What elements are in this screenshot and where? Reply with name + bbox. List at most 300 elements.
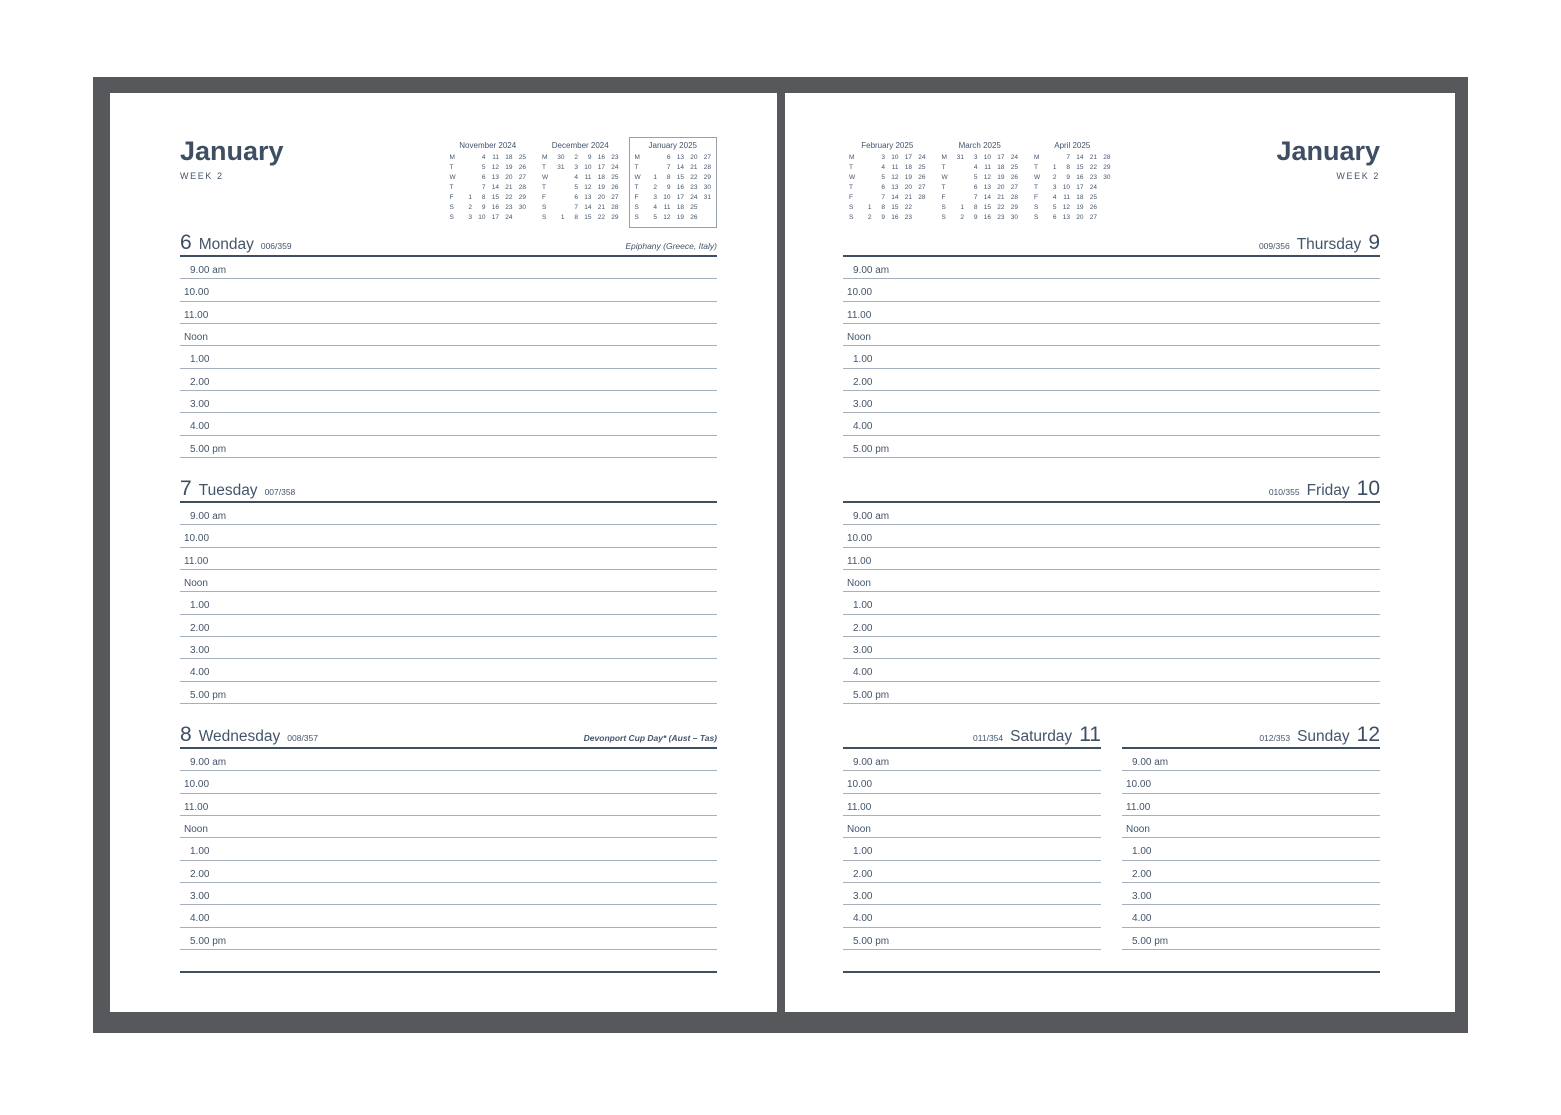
time-slot-label: 5.00 pm — [190, 935, 227, 947]
calendar-date-cell — [551, 173, 565, 183]
calendar-day-letter: M — [941, 154, 947, 161]
calendar-date-cell: 15 — [1076, 164, 1084, 171]
time-slot-row — [180, 525, 717, 547]
calendar-date-cell: 30 — [1010, 214, 1018, 221]
calendar-date-cell: 10 — [891, 154, 899, 161]
calendar-date-cell — [459, 153, 473, 163]
mini-calendar — [629, 137, 718, 228]
calendar-day-letter: S — [849, 214, 854, 221]
week-label: WEEK 2 — [180, 171, 224, 182]
calendar-month-title: February 2025 — [861, 141, 914, 150]
time-slot-row — [1122, 928, 1380, 950]
time-slot-label: 4.00 — [190, 667, 210, 679]
time-slot-row — [843, 637, 1380, 659]
calendar-date-cell: 17 — [491, 214, 499, 221]
calendar-row — [635, 173, 712, 183]
calendar-date-cell: 30 — [557, 154, 565, 161]
day-number: 8 — [180, 723, 192, 746]
time-slot-label: Noon — [184, 823, 208, 835]
calendar-month-title: November 2024 — [459, 141, 517, 150]
calendar-date-cell — [858, 193, 872, 203]
calendar-row — [542, 173, 619, 183]
time-slot-row — [1122, 883, 1380, 905]
calendar-date-cell: 6 — [481, 174, 486, 181]
time-slot-label: 2.00 — [853, 622, 873, 634]
day-section-tuesday — [180, 473, 717, 704]
calendar-date-cell: 31 — [703, 194, 711, 201]
calendar-date-cell: 11 — [1063, 194, 1070, 201]
calendar-day-letter: S — [542, 214, 547, 221]
time-slot-row — [180, 861, 717, 883]
calendar-date-cell: 12 — [983, 174, 991, 181]
time-slot-row — [843, 883, 1101, 905]
calendar-date-cell — [459, 173, 473, 183]
time-slot-row — [843, 861, 1101, 883]
calendar-day-letter: F — [941, 194, 946, 201]
calendar-row — [542, 213, 619, 223]
time-slot-row — [1122, 771, 1380, 793]
calendar-row — [942, 183, 1019, 193]
calendar-date-cell: 20 — [597, 194, 605, 201]
calendar-date-cell: 31 — [557, 164, 565, 171]
calendar-date-cell — [698, 203, 712, 213]
calendar-date-cell: 8 — [881, 204, 885, 211]
calendar-row — [450, 183, 527, 193]
time-slot-label: 10.00 — [1126, 779, 1152, 791]
calendar-date-cell: 2 — [574, 154, 578, 161]
day-name: Tuesday — [198, 482, 258, 499]
calendar-date-cell: 24 — [505, 214, 513, 221]
calendar-day-letter: S — [849, 204, 854, 211]
time-slot-row — [180, 346, 717, 368]
calendar-row — [542, 153, 619, 163]
calendar-date-cell: 27 — [703, 154, 711, 161]
calendar-date-cell: 29 — [1010, 204, 1018, 211]
day-of-year: 012/353 — [1259, 733, 1291, 743]
day-header — [843, 227, 1380, 257]
calendar-row — [942, 213, 1019, 223]
calendar-date-cell: 18 — [505, 154, 513, 161]
calendar-date-cell: 4 — [574, 174, 578, 181]
time-slot-label: 11.00 — [1126, 801, 1151, 813]
calendar-date-cell: 13 — [1062, 214, 1070, 221]
time-slot-row — [843, 570, 1380, 592]
holiday-note: Epiphany (Greece, Italy) — [625, 241, 717, 251]
time-slot-label: 5.00 pm — [853, 935, 890, 947]
calendar-date-cell: 5 — [574, 184, 578, 191]
time-slot-row — [843, 369, 1380, 391]
calendar-row — [942, 173, 1019, 183]
calendar-day-letter: T — [634, 164, 639, 171]
calendar-date-cell: 6 — [973, 184, 978, 191]
calendar-date-cell: 27 — [918, 184, 926, 191]
calendar-row — [542, 163, 619, 173]
time-slot-row — [180, 928, 717, 950]
day-of-year: 006/359 — [260, 241, 292, 251]
day-header — [180, 719, 717, 749]
time-slot-row — [843, 436, 1380, 458]
calendar-date-cell: 16 — [1076, 174, 1084, 181]
calendar-date-cell: 29 — [611, 214, 619, 221]
time-slot-label: 3.00 — [853, 644, 873, 656]
calendar-day-letter: F — [849, 194, 853, 201]
calendar-date-cell: 19 — [997, 174, 1005, 181]
calendar-date-cell: 15 — [983, 204, 991, 211]
day-header — [1122, 719, 1380, 749]
calendar-date-cell: 27 — [1089, 214, 1097, 221]
page-left — [110, 93, 777, 1012]
time-slot-label: 11.00 — [847, 309, 872, 321]
time-slot-row — [180, 279, 717, 301]
time-slot-row — [180, 883, 717, 905]
time-slot-label: 10.00 — [847, 779, 873, 791]
time-slot-label: 9.00 am — [853, 757, 890, 768]
calendar-day-letter: T — [941, 164, 946, 171]
calendar-date-cell: 30 — [703, 184, 711, 191]
calendar-day-letter: T — [849, 164, 853, 171]
calendar-day-letter: M — [849, 154, 855, 161]
time-slot-label: 2.00 — [853, 868, 873, 880]
calendar-date-cell: 16 — [891, 214, 899, 221]
calendar-row — [635, 213, 712, 223]
calendar-date-cell: 5 — [973, 174, 978, 181]
time-slot-row — [180, 257, 717, 279]
calendar-date-cell: 20 — [690, 154, 698, 161]
time-slot-label: 2.00 — [190, 622, 210, 634]
calendar-date-cell: 26 — [518, 164, 526, 171]
time-slot-label: 11.00 — [847, 555, 872, 567]
time-slot-row — [1122, 905, 1380, 927]
calendar-date-cell: 12 — [1062, 204, 1070, 211]
calendar-date-cell — [644, 153, 658, 163]
calendar-day-letter: S — [941, 214, 946, 221]
time-slot-row — [843, 659, 1380, 681]
time-slot-label: 4.00 — [190, 913, 210, 925]
time-slot-label: 1.00 — [853, 846, 873, 858]
calendar-date-cell: 1 — [468, 194, 472, 201]
calendar-month-title: March 2025 — [958, 141, 1001, 150]
time-slot-label: 9.00 am — [853, 265, 890, 276]
calendar-date-cell: 8 — [973, 204, 978, 211]
calendar-date-cell: 16 — [597, 154, 605, 161]
calendar-date-cell: 5 — [653, 214, 657, 221]
calendar-day-letter: T — [1034, 164, 1038, 171]
day-section-saturday — [843, 719, 1101, 950]
time-slot-label: 10.00 — [847, 287, 873, 299]
calendar-date-cell: 20 — [904, 184, 912, 191]
time-slot-row — [843, 257, 1380, 279]
month-title: January — [1276, 136, 1380, 166]
time-slot-label: Noon — [847, 823, 871, 835]
time-slot-row — [180, 369, 717, 391]
page-bottom-rule — [180, 971, 717, 973]
calendar-date-cell: 12 — [491, 164, 499, 171]
time-slot-row — [843, 302, 1380, 324]
calendar-row — [450, 163, 527, 173]
time-slot-row — [1122, 838, 1380, 860]
calendar-date-cell: 17 — [1076, 184, 1084, 191]
time-slot-label: 3.00 — [190, 890, 210, 902]
calendar-date-cell: 19 — [505, 164, 513, 171]
calendar-date-cell — [551, 203, 565, 213]
calendar-date-cell: 28 — [611, 204, 619, 211]
calendar-date-cell: 1 — [560, 214, 565, 221]
calendar-date-cell: 25 — [1010, 164, 1018, 171]
calendar-date-cell: 1 — [1052, 164, 1057, 171]
calendar-date-cell: 20 — [1076, 214, 1084, 221]
calendar-date-cell: 18 — [1076, 194, 1084, 201]
calendar-date-cell: 3 — [653, 194, 657, 201]
mini-calendar — [536, 137, 625, 228]
calendar-date-cell: 2 — [468, 204, 472, 211]
calendar-date-cell: 20 — [997, 184, 1005, 191]
calendar-date-cell — [1097, 193, 1111, 203]
calendar-date-cell: 5 — [481, 164, 486, 171]
calendar-row — [635, 163, 712, 173]
calendar-date-cell: 25 — [518, 154, 526, 161]
calendar-row — [450, 193, 527, 203]
calendar-row — [1034, 153, 1111, 163]
time-slot-row — [1122, 816, 1380, 838]
calendar-date-cell: 5 — [881, 174, 885, 181]
calendar-date-cell: 29 — [1103, 164, 1111, 171]
calendar-day-letter: F — [542, 194, 546, 201]
calendar-row — [635, 153, 712, 163]
day-of-year: 011/354 — [973, 733, 1004, 743]
calendar-row — [1034, 183, 1111, 193]
time-slot-row — [843, 525, 1380, 547]
day-number: 12 — [1356, 723, 1380, 746]
calendar-date-cell: 20 — [505, 174, 513, 181]
time-slot-label: Noon — [184, 331, 208, 343]
calendar-date-cell: 18 — [997, 164, 1005, 171]
calendar-date-cell: 30 — [1103, 174, 1111, 181]
mini-calendar — [444, 137, 533, 228]
calendar-day-letter: W — [941, 174, 948, 181]
calendar-date-cell: 9 — [587, 154, 592, 161]
calendar-date-cell — [858, 183, 872, 193]
time-slot-label: 1.00 — [190, 354, 210, 366]
time-slot-label: Noon — [847, 331, 871, 343]
day-number: 9 — [1368, 231, 1380, 254]
calendar-day-letter: M — [449, 154, 455, 161]
calendar-date-cell: 19 — [1076, 204, 1084, 211]
calendar-date-cell: 25 — [918, 164, 926, 171]
time-slot-label: 1.00 — [190, 600, 210, 612]
time-slot-label: 3.00 — [853, 890, 873, 902]
calendar-date-cell: 8 — [481, 194, 486, 201]
day-of-year: 010/355 — [1268, 487, 1300, 497]
time-slot-row — [180, 816, 717, 838]
day-name: Monday — [198, 236, 254, 253]
calendar-date-cell: 3 — [468, 214, 472, 221]
calendar-date-cell: 16 — [983, 214, 991, 221]
calendar-month-title: April 2025 — [1054, 141, 1091, 150]
day-name: Saturday — [1010, 728, 1073, 745]
calendar-date-cell: 4 — [481, 154, 486, 161]
calendar-day-letter: S — [542, 204, 547, 211]
time-slot-row — [843, 503, 1380, 525]
calendar-date-cell — [858, 173, 872, 183]
calendar-date-cell — [459, 183, 473, 193]
calendar-date-cell — [1097, 213, 1111, 223]
calendar-date-cell: 15 — [584, 214, 592, 221]
calendar-date-cell — [1097, 183, 1111, 193]
calendar-date-cell: 17 — [597, 164, 605, 171]
time-slot-label: 9.00 am — [190, 757, 227, 768]
calendar-date-cell: 19 — [676, 214, 684, 221]
time-slot-label: 3.00 — [190, 398, 210, 410]
calendar-day-letter: S — [449, 214, 454, 221]
calendar-row — [542, 183, 619, 193]
calendar-date-cell: 29 — [518, 194, 526, 201]
time-slot-label: 10.00 — [184, 779, 210, 791]
calendar-date-cell: 25 — [611, 174, 619, 181]
day-section-monday — [180, 227, 717, 458]
calendar-date-cell — [858, 163, 872, 173]
calendar-day-letter: M — [542, 154, 548, 161]
time-slot-row — [180, 749, 717, 771]
time-slot-row — [843, 905, 1101, 927]
calendar-date-cell: 17 — [904, 154, 912, 161]
time-slot-label: 9.00 am — [190, 265, 227, 276]
calendar-row — [542, 203, 619, 213]
calendar-date-cell: 15 — [491, 194, 499, 201]
calendar-row — [849, 203, 926, 213]
day-of-year: 007/358 — [264, 487, 296, 497]
page-bottom-rule — [843, 971, 1380, 973]
calendar-date-cell: 27 — [611, 194, 619, 201]
time-slot-row — [180, 548, 717, 570]
calendar-date-cell: 27 — [1010, 184, 1018, 191]
calendar-date-cell: 9 — [1066, 174, 1070, 181]
time-slot-row — [180, 659, 717, 681]
calendar-day-letter: W — [849, 174, 856, 181]
calendar-date-cell — [1043, 153, 1057, 163]
calendar-date-cell: 13 — [983, 184, 991, 191]
time-slot-label: 11.00 — [184, 309, 209, 321]
mini-calendar — [1028, 137, 1117, 228]
day-name: Friday — [1306, 482, 1350, 499]
calendar-date-cell: 26 — [611, 184, 619, 191]
mini-calendars-left — [444, 137, 718, 228]
calendar-date-cell: 28 — [703, 164, 711, 171]
calendar-day-letter: S — [634, 204, 639, 211]
calendar-date-cell: 21 — [904, 194, 912, 201]
holiday-note: Devonport Cup Day* (Aust – Tas) — [583, 733, 717, 743]
calendar-date-cell: 23 — [690, 184, 698, 191]
time-slot-label: 9.00 am — [190, 511, 227, 522]
calendar-date-cell: 28 — [518, 184, 526, 191]
calendar-date-cell: 28 — [1103, 154, 1111, 161]
time-slot-row — [843, 413, 1380, 435]
time-slot-label: 4.00 — [853, 913, 873, 925]
month-title: January — [180, 136, 284, 166]
time-slot-row — [180, 637, 717, 659]
calendar-date-cell: 7 — [574, 204, 578, 211]
calendar-day-letter: S — [1034, 204, 1039, 211]
calendar-day-letter: S — [634, 214, 639, 221]
time-slot-row — [1122, 749, 1380, 771]
time-slot-label: 9.00 am — [1132, 757, 1169, 768]
day-section-thursday — [843, 227, 1380, 458]
calendar-day-letter: T — [449, 164, 454, 171]
time-slot-label: 11.00 — [847, 801, 872, 813]
time-slot-label: Noon — [1126, 823, 1150, 835]
calendar-date-cell: 24 — [690, 194, 698, 201]
calendar-date-cell: 12 — [584, 184, 592, 191]
calendar-date-cell: 13 — [491, 174, 499, 181]
calendar-date-cell — [551, 183, 565, 193]
calendar-date-cell: 14 — [1076, 154, 1084, 161]
calendar-date-cell — [1097, 203, 1111, 213]
time-slot-row — [180, 771, 717, 793]
calendar-date-cell: 4 — [653, 204, 657, 211]
calendar-date-cell — [951, 183, 965, 193]
calendar-day-letter: S — [449, 204, 454, 211]
calendar-date-cell: 22 — [904, 204, 912, 211]
day-of-year: 008/357 — [287, 733, 318, 743]
calendar-day-letter: F — [634, 194, 639, 201]
day-number: 7 — [180, 477, 192, 500]
calendar-date-cell — [551, 193, 565, 203]
calendar-date-cell — [951, 193, 965, 203]
calendar-date-cell: 23 — [611, 154, 619, 161]
calendar-day-letter: F — [449, 194, 454, 201]
calendar-date-cell: 8 — [666, 174, 671, 181]
time-slot-label: Noon — [184, 577, 208, 589]
time-slot-label: 3.00 — [190, 644, 210, 656]
calendar-row — [1034, 213, 1111, 223]
time-slot-row — [180, 905, 717, 927]
time-slot-row — [180, 302, 717, 324]
time-slot-label: 5.00 pm — [853, 443, 890, 455]
calendar-row — [849, 173, 926, 183]
calendar-row — [849, 153, 926, 163]
time-slot-label: 4.00 — [1132, 913, 1152, 925]
time-slot-label: 1.00 — [853, 600, 873, 612]
calendar-date-cell: 16 — [676, 184, 684, 191]
calendar-date-cell: 18 — [676, 204, 684, 211]
calendar-date-cell: 28 — [1010, 194, 1018, 201]
calendar-row — [542, 193, 619, 203]
calendar-row — [942, 193, 1019, 203]
time-slot-row — [180, 838, 717, 860]
day-number: 6 — [180, 231, 192, 254]
time-slot-label: 10.00 — [184, 533, 210, 545]
time-slot-label: 1.00 — [853, 354, 873, 366]
mini-calendar — [936, 137, 1025, 228]
time-slot-row — [843, 794, 1101, 816]
calendar-date-cell: 4 — [973, 164, 978, 171]
calendar-row — [450, 203, 527, 213]
calendar-day-letter: S — [1034, 214, 1039, 221]
calendar-date-cell: 23 — [904, 214, 912, 221]
calendar-date-cell: 10 — [1062, 184, 1070, 191]
calendar-date-cell: 5 — [1052, 204, 1057, 211]
calendar-row — [1034, 193, 1111, 203]
calendar-date-cell: 14 — [676, 164, 684, 171]
calendar-date-cell: 17 — [676, 194, 684, 201]
time-slot-label: 4.00 — [853, 667, 873, 679]
calendar-date-cell — [513, 213, 527, 223]
calendar-date-cell: 18 — [597, 174, 605, 181]
calendar-date-cell: 26 — [1010, 174, 1018, 181]
calendar-date-cell: 7 — [481, 184, 486, 191]
day-number: 11 — [1079, 723, 1101, 746]
calendar-date-cell: 22 — [997, 204, 1005, 211]
calendar-row — [942, 163, 1019, 173]
